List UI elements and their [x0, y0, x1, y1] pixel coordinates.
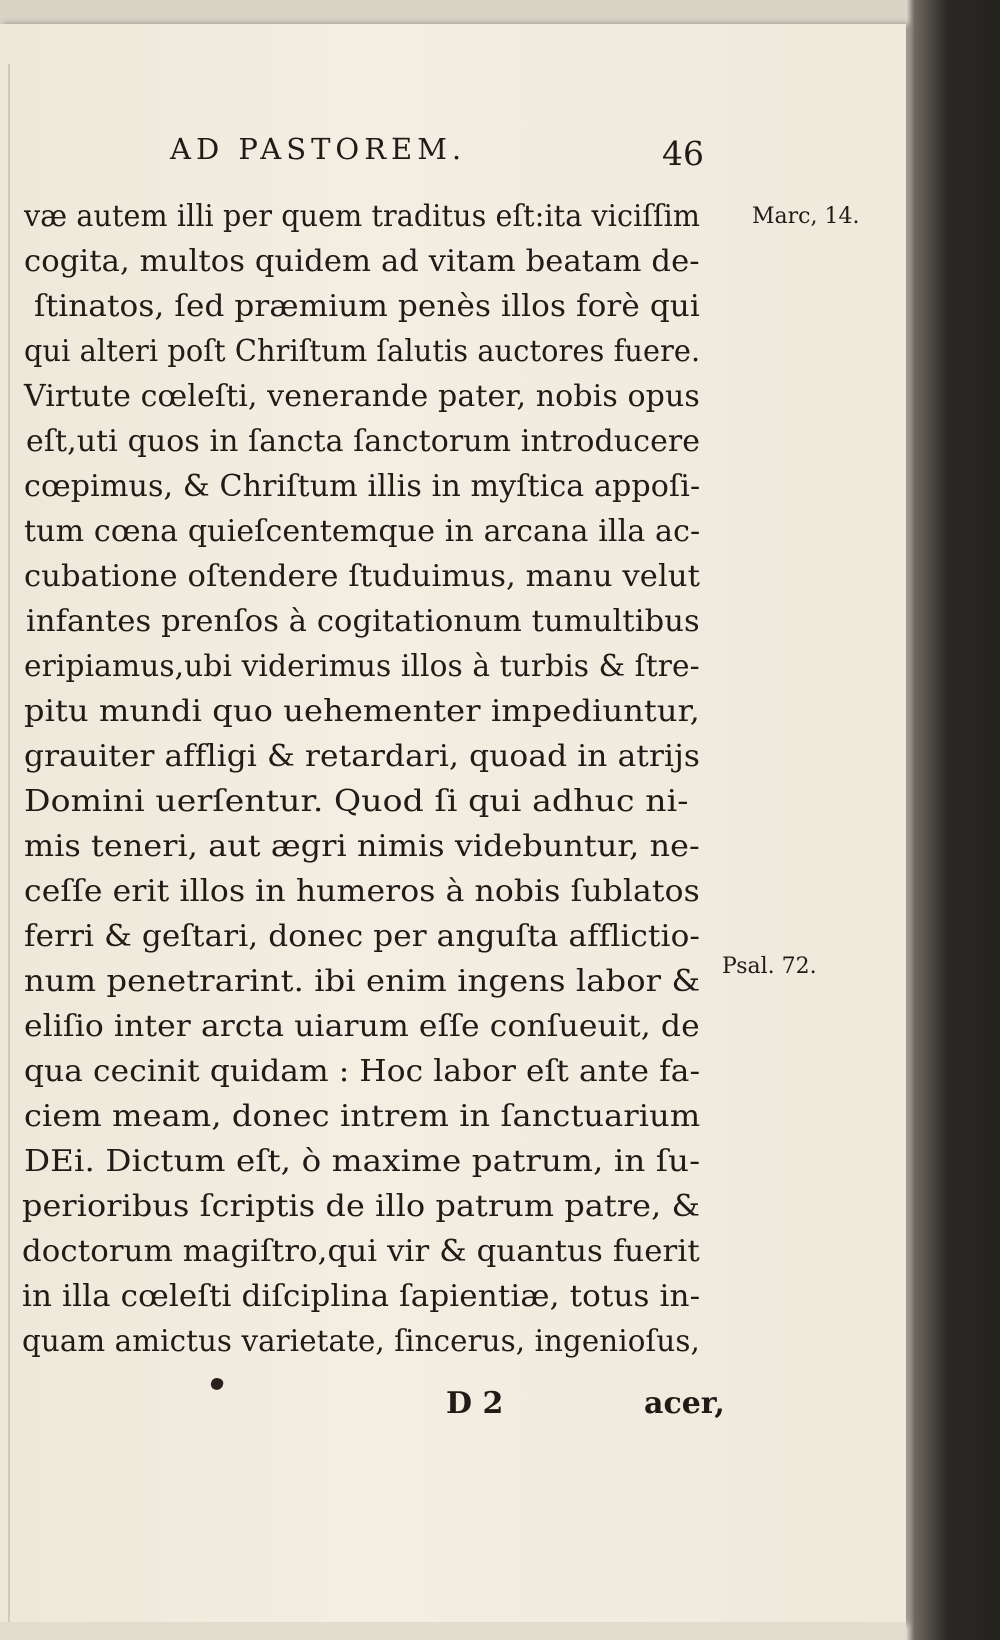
- text-line-content: pitu mundi quo uehementer impediuntur,: [24, 694, 700, 728]
- text-line: [4, 689, 724, 734]
- text-line-content: væ autem illi per quem traditus eſt:ita viciſſim: [24, 199, 701, 233]
- text-line-content: eliſio inter arcta uiarum eſſe conſueuit, de: [24, 1009, 700, 1043]
- top-margin-band: [0, 0, 906, 24]
- text-line: [4, 644, 724, 689]
- text-line-content: qui alteri poſt Chriſtum ſalutis auctores fuere.: [24, 334, 701, 368]
- text-line-content: Domini uerſentur. Quod ſi qui adhuc ni-: [24, 784, 689, 818]
- text-line-content: ſtinatos, ſed præmium penès illos forè qui: [34, 289, 700, 323]
- text-line: [4, 374, 724, 419]
- text-line-content: quam amictus varietate, ſincerus, ingenioſus,: [22, 1324, 700, 1358]
- text-line: [4, 599, 724, 644]
- body-text: [4, 194, 724, 1364]
- text-line: [4, 284, 724, 329]
- text-line: [4, 1319, 724, 1364]
- page-number: 46: [662, 134, 704, 173]
- text-line: [4, 914, 724, 959]
- running-title: AD PASTOREM.: [170, 132, 467, 166]
- text-line-content: eripiamus,ubi viderimus illos à turbis & ſtre-: [24, 649, 700, 683]
- text-line-content: ceſſe erit illos in humeros à nobis ſublatos: [24, 874, 700, 908]
- text-line: [4, 824, 724, 869]
- text-line: [4, 464, 724, 509]
- text-line-content: num penetrarint. ibi enim ingens labor &: [24, 964, 701, 998]
- text-line: [4, 194, 724, 239]
- text-line: [4, 869, 724, 914]
- text-line-content: perioribus ſcriptis de illo patrum patre, &: [22, 1189, 701, 1223]
- text-line: [4, 1229, 724, 1274]
- text-line-content: eſt,uti quos in ſancta ſanctorum introducere: [26, 424, 701, 458]
- bottom-margin-band: [0, 1622, 906, 1640]
- text-line: [4, 239, 724, 284]
- text-line: [4, 509, 724, 554]
- text-line-content: Virtute cœleſti, venerande pater, nobis opus: [24, 379, 700, 413]
- text-line-content: ferri & geſtari, donec per anguſta afflictio-: [24, 919, 701, 953]
- text-line: [4, 329, 724, 374]
- text-line-content: in illa cœleſti diſciplina ſapientiæ, totus in-: [22, 1279, 701, 1313]
- text-line: [4, 779, 724, 824]
- signature-mark: D 2: [446, 1386, 504, 1421]
- text-line-content: cœpimus, & Chriſtum illis in myſtica appoſi-: [24, 469, 701, 503]
- text-line: [4, 1004, 724, 1049]
- text-line-content: DEi. Dictum eſt, ò maxime patrum, in ſu-: [24, 1144, 701, 1178]
- text-line-content: ciem meam, donec intrem in ſanctuarium: [24, 1099, 701, 1133]
- text-line: [4, 1094, 724, 1139]
- text-line-content: qua cecinit quidam : Hoc labor eſt ante fa-: [24, 1054, 701, 1088]
- margin-note-marc: Marc, 14.: [752, 204, 860, 229]
- catchword: acer,: [644, 1386, 725, 1421]
- text-line-content: cubatione oſtendere ſtuduimus, manu velut: [24, 559, 701, 593]
- text-line-content: doctorum magiſtro,qui vir & quantus fuerit: [22, 1234, 700, 1268]
- text-line: [4, 734, 724, 779]
- text-line: [4, 1049, 724, 1094]
- text-line-content: cogita, multos quidem ad vitam beatam de-: [24, 244, 700, 278]
- text-line: [4, 1184, 724, 1229]
- text-line: [4, 419, 724, 464]
- text-line-content: mis teneri, aut ægri nimis videbuntur, ne-: [24, 829, 700, 863]
- text-line: [4, 1274, 724, 1319]
- text-line: [4, 1139, 724, 1184]
- text-line-content: grauiter affligi & retardari, quoad in atrijs: [24, 739, 701, 773]
- text-line-content: tum cœna quieſcentemque in arcana illa ac-: [24, 514, 701, 548]
- binding-shadow: [905, 0, 1000, 1640]
- margin-note-psal: Psal. 72.: [722, 954, 817, 979]
- text-line-content: infantes prenſos à cogitationum tumultibus: [26, 604, 700, 638]
- text-line: [4, 554, 724, 599]
- catchword-row: [0, 1386, 906, 1436]
- text-line: [4, 959, 724, 1004]
- running-head: [170, 128, 710, 184]
